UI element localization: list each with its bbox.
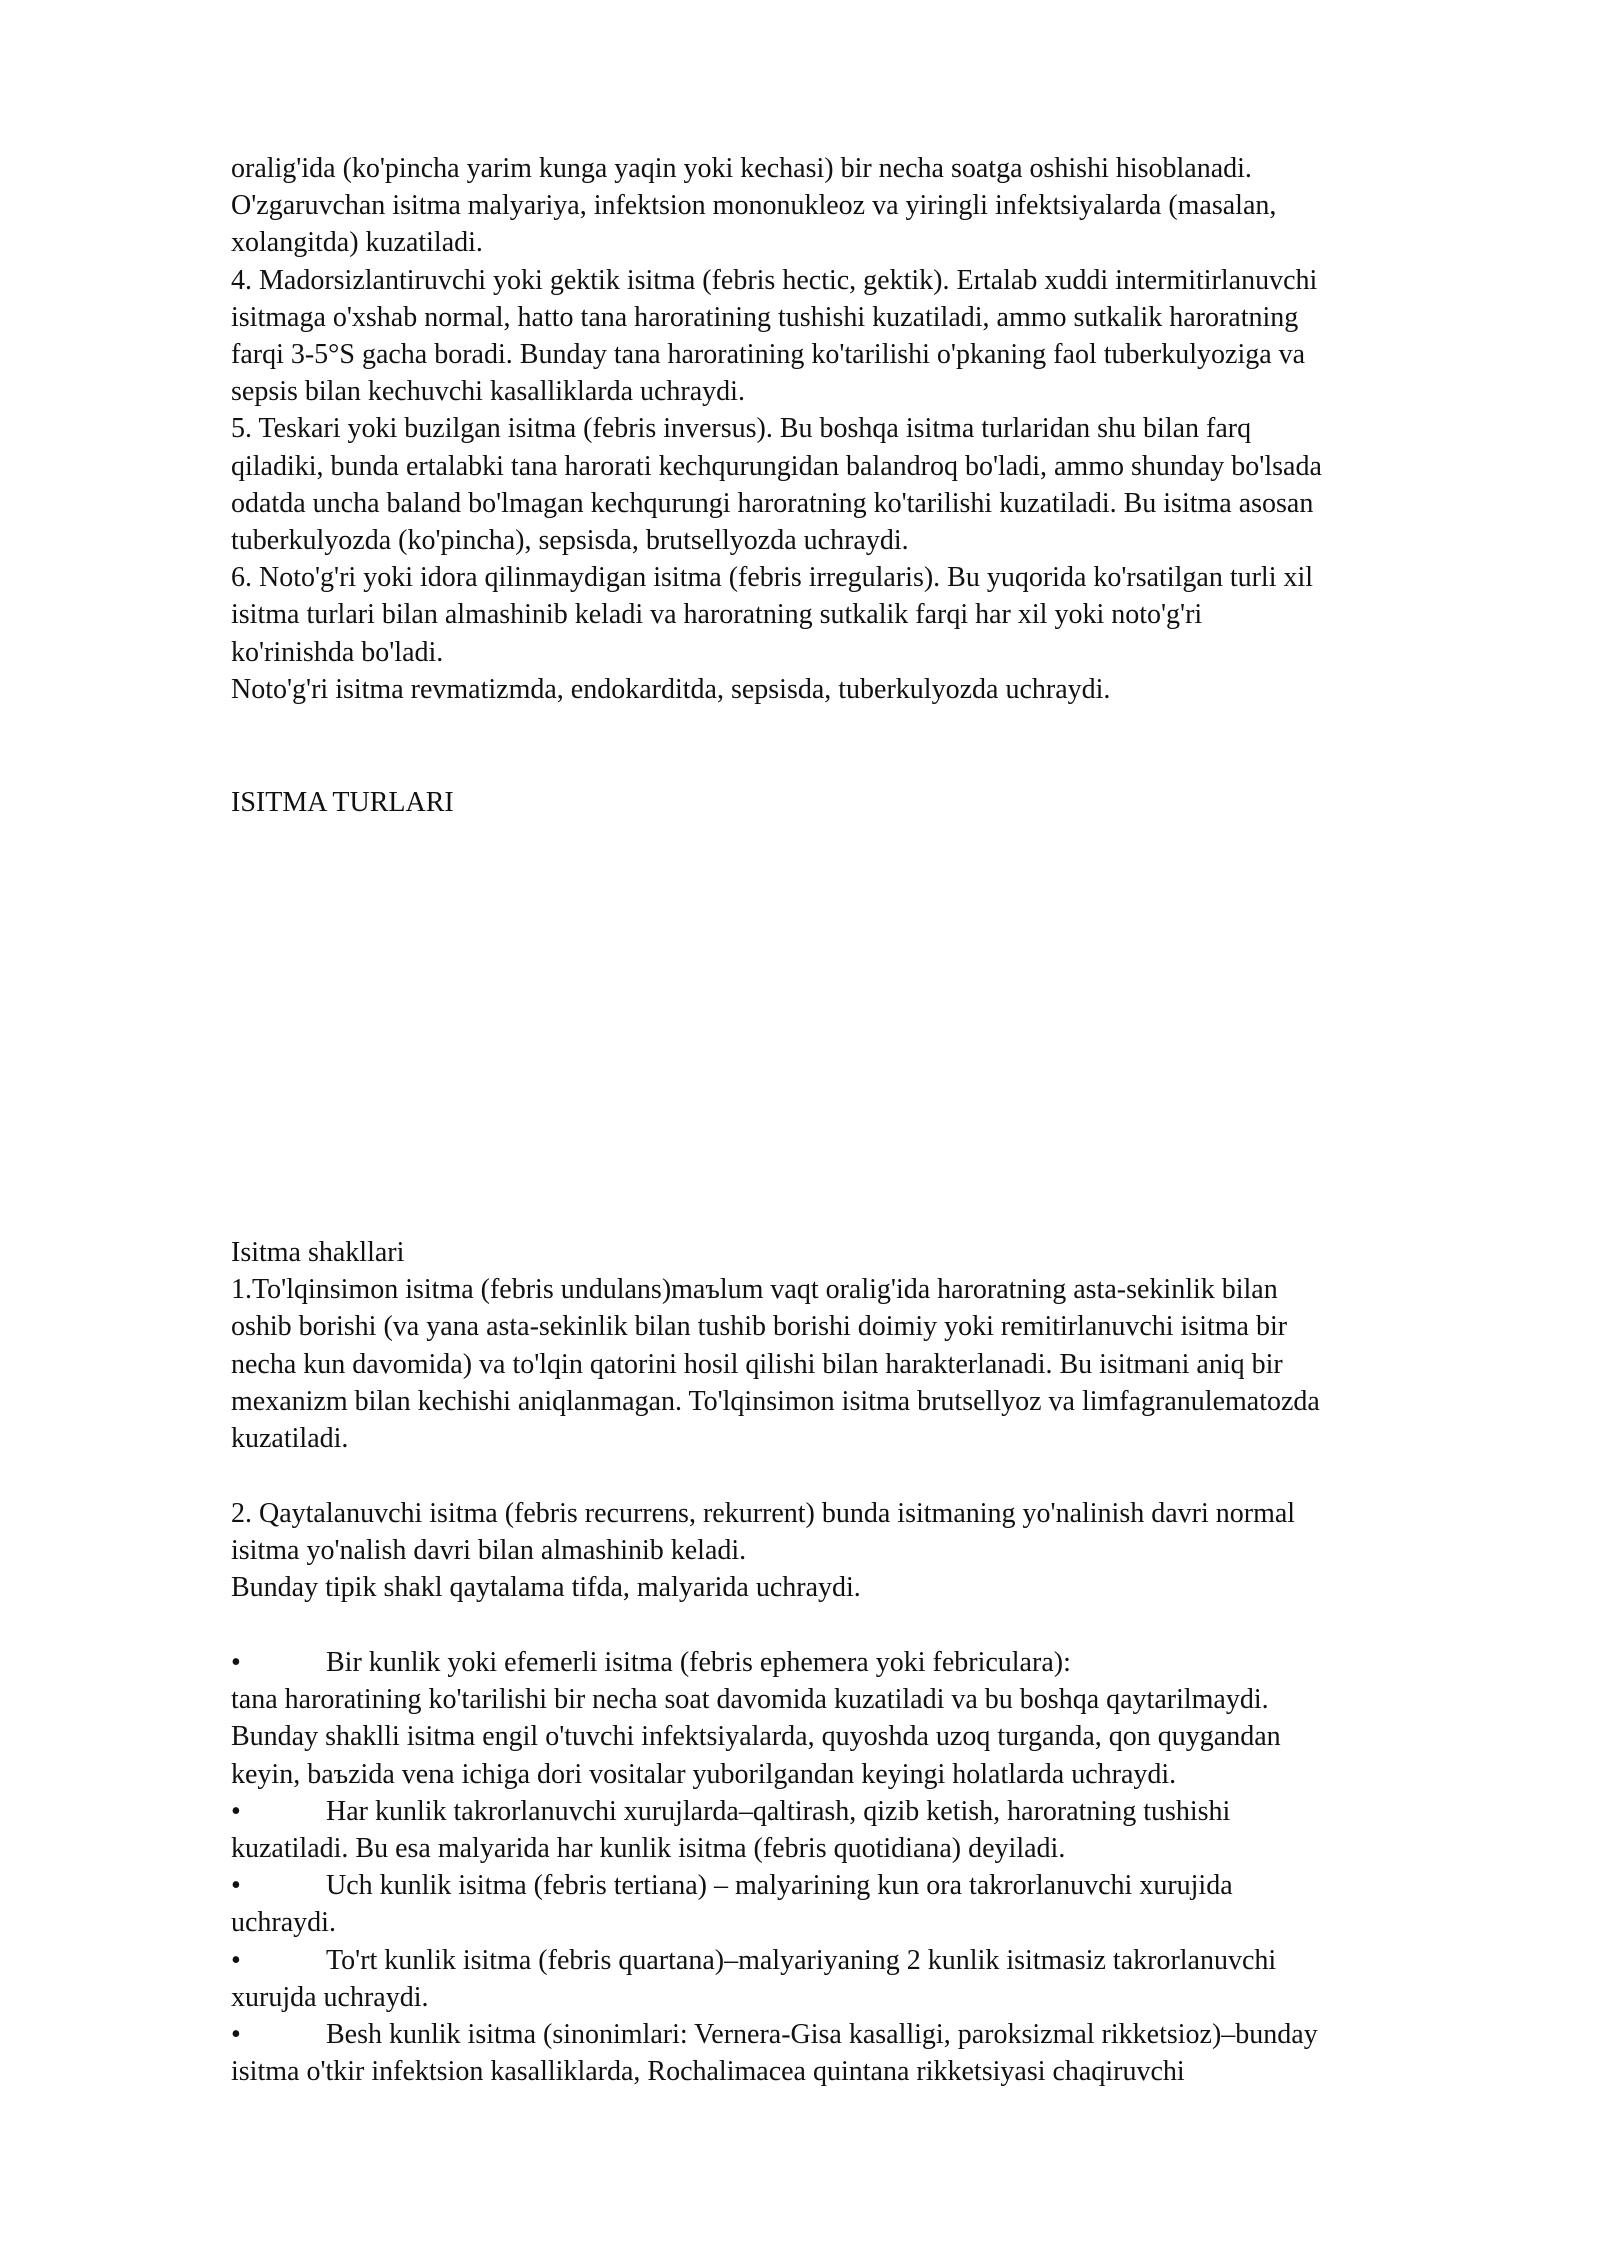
text-line: isitmaga o'xshab normal, hatto tana haroratining tushishi kuzatiladi, ammo sutkalik haroratning [231,301,1299,333]
text-line: kuzatiladi. Bu esa malyarida har kunlik isitma (febris quotidiana) deyiladi. [231,1833,1066,1865]
text-line: O'zgaruvchan isitma malyariya, infektsion mononukleoz va yiringli infektsiyalarda (masalan, [231,190,1277,222]
list-item [231,2016,1521,2053]
text-line: 5. Teskari yoki buzilgan isitma (febris inversus). Bu boshqa isitma turlaridan shu bilan farq [231,413,1252,445]
bullet-marker: • [231,1795,241,1827]
text-line: sepsis bilan kechuvchi kasalliklarda uchraydi. [231,376,745,408]
bullet-list [231,1644,1521,2090]
forms-section [231,1234,1521,1457]
text-line: tana haroratining ko'tarilishi bir necha soat davomida kuzatiladi va bu boshqa qaytarilmaydi. [231,1684,1269,1716]
text-line: 1.To'lqinsimon isitma (febris undulans)maъlum vaqt oralig'ida haroratning asta-sekinlik bilan [231,1274,1278,1306]
list-item-text: Bir kunlik yoki efemerli isitma (febris ephemera yoki febriculara): [326,1647,1071,1678]
list-item [231,1793,1521,1830]
text-line: Bunday shaklli isitma engil o'tuvchi infektsiyalarda, quyoshda uzoq turganda, qon quygandan [231,1721,1281,1753]
list-item-text: To'rt kunlik isitma (febris quartana)–malyariyaning 2 kunlik isitmasiz takrorlanuvchi [326,1944,1277,1976]
top-paragraphs [231,150,1521,708]
text-line: Noto'g'ri isitma revmatizmda, endokarditda, sepsisda, tuberkulyozda uchraydi. [231,673,1111,705]
text-line: isitma yo'nalish davri bilan almashinib keladi. [231,1535,747,1567]
text-line: ko'rinishda bo'ladi. [231,636,444,668]
text-line: odatda uncha baland bo'lmagan kechqurungi haroratning ko'tarilishi kuzatiladi. Bu isitma asosan [231,487,1314,519]
bullet-marker: • [231,1944,241,1976]
text-line: mexanizm bilan kechishi aniqlanmagan. To'lqinsimon isitma brutsellyoz va limfagranulematozda [231,1385,1320,1417]
text-line: keyin, baъzida vena ichiga dori vositalar yuborilgandan keyingi holatlarda uchraydi. [231,1758,1177,1790]
text-line: oralig'ida (ko'pincha yarim kunga yaqin yoki kechasi) bir necha soatga oshishi hisoblanadi. [231,153,1252,184]
bullet-marker: • [231,2019,241,2051]
section-heading: ISITMA TURLARI [231,787,454,818]
text-line: kuzatiladi. [231,1423,349,1455]
text-line: Bunday tipik shakl qaytalama tifda, malyarida uchraydi. [231,1572,861,1604]
text-line: necha kun davomida) va to'lqin qatorini hosil qilishi bilan harakterlanadi. Bu isitmani aniq bir [231,1348,1283,1380]
recurrent-paragraph [231,1495,1521,1607]
text-line: 6. Noto'g'ri yoki idora qilinmaydigan isitma (febris irregularis). Bu yuqorida ko'rsatilgan turli xil [231,562,1314,594]
text-line: uchraydi. [231,1907,336,1939]
bullet-marker: • [231,1647,241,1678]
list-item-text: Besh kunlik isitma (sinonimlari: Vernera-Gisa kasalligi, paroksizmal rikketsioz)–bunday [326,2019,1318,2051]
list-item [231,1942,1521,1979]
text-line: xurujda uchraydi. [231,1981,429,2013]
list-item [231,1867,1521,1904]
list-item [231,1644,1521,1681]
text-line: qiladiki, bunda ertalabki tana harorati kechqurungidan balandroq bo'ladi, ammo shunday bo'lsada [231,450,1322,482]
text-line: 2. Qaytalanuvchi isitma (febris recurrens, rekurrent) bunda isitmaning yo'nalinish davri normal [231,1498,1296,1529]
text-line: 4. Madorsizlantiruvchi yoki gektik isitma (febris hectic, gektik). Ertalab xuddi intermitirlanuvchi [231,264,1318,296]
list-item-text: Har kunlik takrorlanuvchi xurujlarda–qaltirash, qizib ketish, haroratning tushishi [326,1795,1231,1827]
text-line: xolangitda) kuzatiladi. [231,227,483,259]
bullet-marker: • [231,1870,241,1902]
forms-title: Isitma shakllari [231,1237,405,1268]
text-line: isitma turlari bilan almashinib keladi va haroratning sutkalik farqi har xil yoki noto'g'ri [231,599,1203,631]
list-item-text: Uch kunlik isitma (febris tertiana) – malyarining kun ora takrorlanuvchi xurujida [326,1870,1233,1902]
text-line: oshib borishi (va yana asta-sekinlik bilan tushib borishi doimiy yoki remitirlanuvchi isitma bir [231,1311,1288,1343]
text-line: tuberkulyozda (ko'pincha), sepsisda, brutsellyozda uchraydi. [231,525,909,557]
text-line: farqi 3-5°S gacha boradi. Bunday tana haroratining ko'tarilishi o'pkaning faol tuberkulyoziga va [231,339,1306,371]
text-line: isitma o'tkir infektsion kasalliklarda, Rochalimacea quintana rikketsiyasi chaqiruvchi [231,2056,1185,2088]
section-heading-block [231,784,1521,821]
